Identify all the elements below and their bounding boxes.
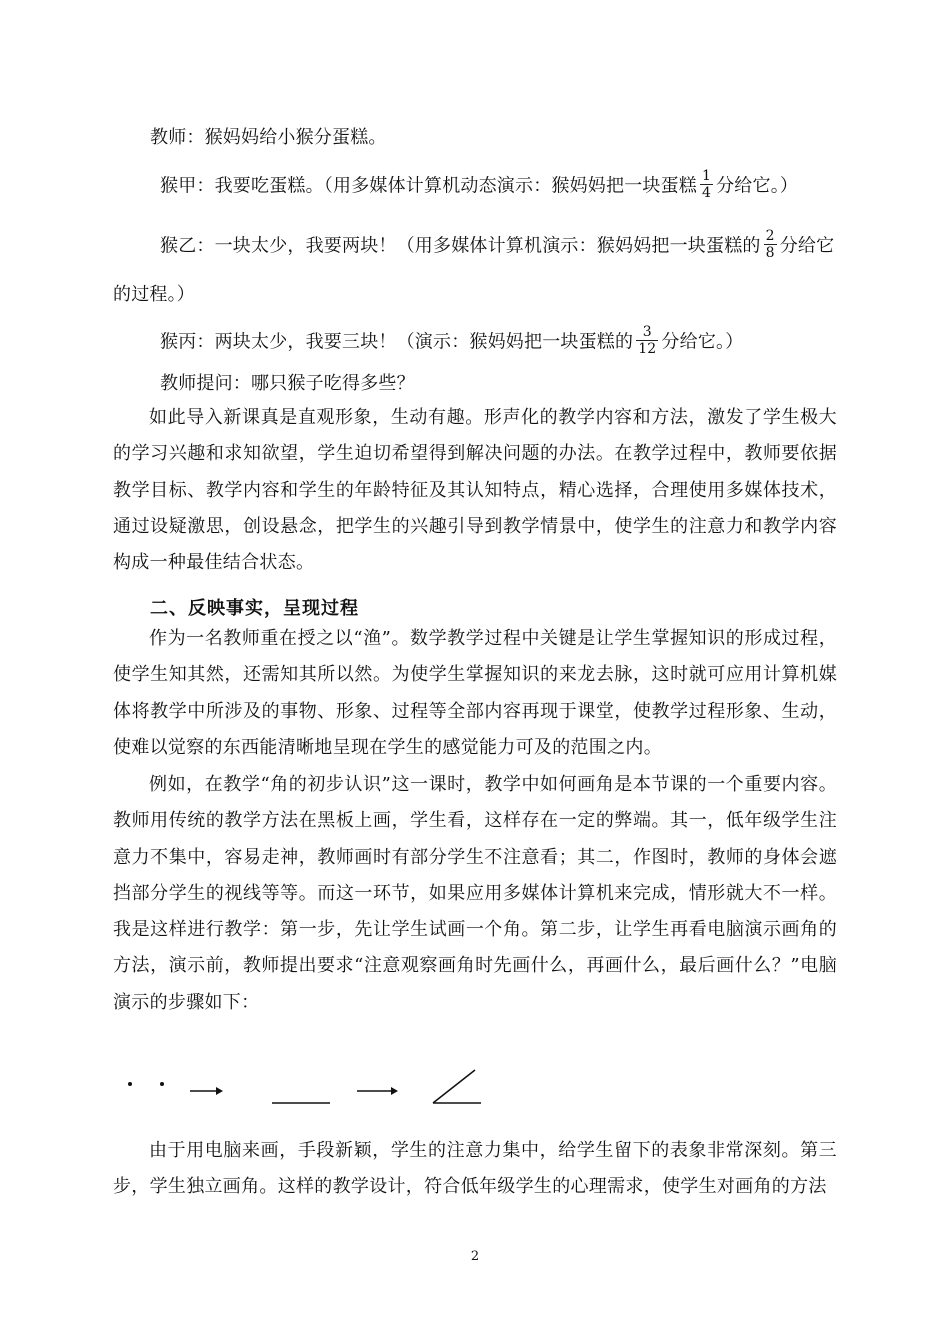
fraction-numerator: 2: [765, 228, 775, 244]
fraction-denominator: 8: [765, 245, 775, 261]
monkey-c-text-end: 分给它。）: [661, 331, 744, 353]
monkey-b-line: [160, 230, 834, 263]
angle-shape: [433, 1070, 481, 1103]
point-dot: [128, 1082, 132, 1086]
monkey-c-text: 猴丙：两块太少，我要三块！（演示：猴妈妈把一块蛋糕的: [160, 331, 634, 353]
monkey-c-line: [160, 326, 743, 359]
monkey-b-text: 猴乙：一块太少，我要两块！（用多媒体计算机演示：猴妈妈把一块蛋糕的: [160, 235, 761, 257]
section-heading: 二、反映事实，呈现过程: [150, 598, 359, 619]
paragraph-conclusion: 由于用电脑来画，手段新颖，学生的注意力集中，给学生留下的表象非常深刻。第三步，学生独立画角。这样的教学设计，符合低年级学生的心理需求，使学生对画角的方法: [113, 1140, 837, 1198]
monkey-b-continuation: 的过程。）: [113, 284, 195, 305]
angle-drawing-steps-figure: [113, 1062, 513, 1110]
paragraph-angle-example: 例如，在教学“角的初步认识”这一课时，教学中如何画角是本节课的一个重要内容。教师用传统的教学方法在黑板上画，学生看，这样存在一定的弊端。其一，低年级学生注意力不集中，容易走神，教师画时有部分学生不注意看；其二，作图时，教师的身体会遮挡部分学生的视线等等。而这一环节，如果应用多媒体计算机来完成，情形就大不一样。我是这样进行教学：第一步，先让学生试画一个角。第二步，让学生再看电脑演示画角的方法，演示前，教师提出要求“注意观察画角时先画什么，再画什么，最后画什么？”电脑演示的步骤如下：: [113, 774, 837, 1013]
monkey-a-line: [160, 170, 798, 203]
monkey-a-text: 猴甲：我要吃蛋糕。（用多媒体计算机动态演示：猴妈妈把一块蛋糕: [160, 175, 697, 197]
right-arrow-icon: [357, 1087, 398, 1095]
fraction-denominator: 12: [638, 341, 657, 357]
paragraph-intro-summary: 如此导入新课真是直观形象，生动有趣。形声化的教学内容和方法，激发了学生极大的学习兴趣和求知欲望，学生迫切希望得到解决问题的办法。在教学过程中，教师要依据教学目标、教学内容和学生的年龄特征及其认知特点，精心选择，合理使用多媒体技术，通过设疑激思，创设悬念，把学生的兴趣引导到教学情景中，使学生的注意力和教学内容构成一种最佳结合状态。: [113, 407, 837, 574]
point-dot: [160, 1082, 164, 1086]
paragraph-process: 作为一名教师重在授之以“渔”。数学教学过程中关键是让学生掌握知识的形成过程，使学生知其然，还需知其所以然。为使学生掌握知识的来龙去脉，这时就可应用计算机媒体将教学中所涉及的事物、形象、过程等全部内容再现于课堂，使教学过程形象、生动，使难以觉察的东西能清晰地呈现在学生的感觉能力可及的范围之内。: [113, 628, 837, 758]
fraction-numerator: 3: [636, 324, 658, 341]
monkey-a-text-end: 分给它。）: [716, 175, 799, 197]
fraction-numerator: 1: [702, 168, 712, 184]
page-number: 2: [470, 1249, 480, 1264]
right-arrow-icon: [190, 1087, 223, 1095]
fraction-three-twelfths: [636, 324, 658, 357]
fraction-two-eighths: [764, 228, 777, 261]
monkey-b-text-end: 分给它: [779, 235, 835, 257]
teacher-question: 教师提问：哪只猴子吃得多些？: [160, 373, 415, 394]
fraction-denominator: 4: [702, 185, 712, 201]
fraction-one-quarter: [700, 168, 713, 201]
teacher-line: 教师：猴妈妈给小猴分蛋糕。: [150, 127, 387, 148]
